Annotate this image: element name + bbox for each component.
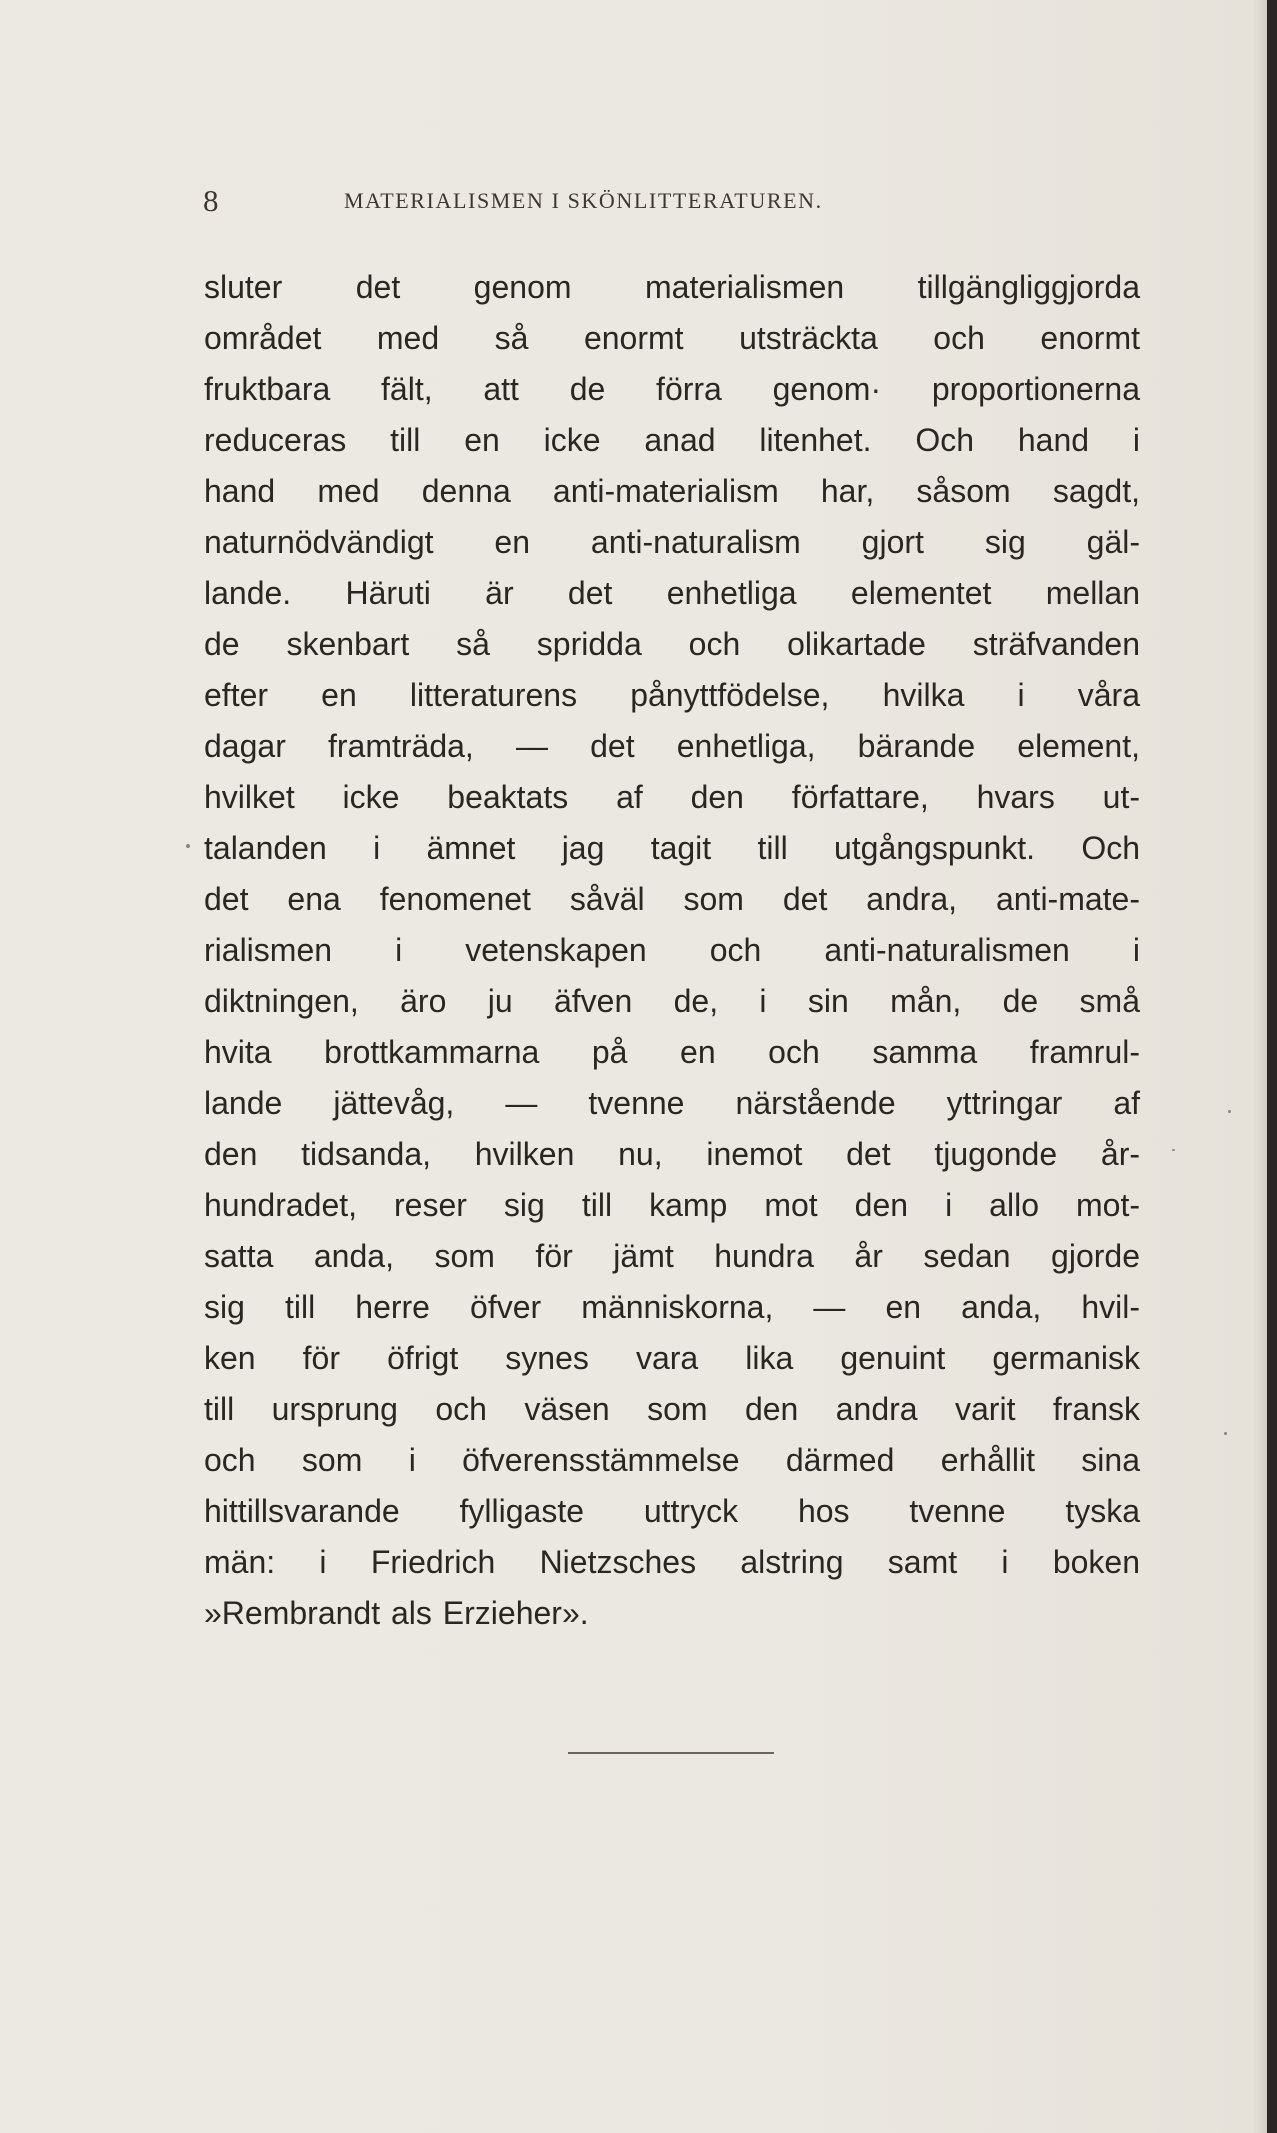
text-line: dagar framträda, — det enhetliga, bärande element, xyxy=(204,728,1140,764)
paper-speck xyxy=(1172,1149,1175,1151)
text-line: rialismen i vetenskapen och anti-naturalismen i xyxy=(204,932,1140,968)
page-header xyxy=(203,178,1023,224)
text-line: naturnödvändigt en anti-naturalism gjort sig gäl- xyxy=(204,524,1140,560)
page-edge-shadow xyxy=(1253,0,1267,2133)
body-text xyxy=(204,262,1140,1639)
text-line: hittillsvarande fylligaste uttryck hos tvenne tyska xyxy=(204,1493,1140,1529)
text-line: fruktbara fält, att de förra genom· proportionerna xyxy=(204,371,1140,407)
paper-speck xyxy=(1224,1432,1227,1435)
text-line: lande. Häruti är det enhetliga elementet mellan xyxy=(204,575,1140,611)
text-line: talanden i ämnet jag tagit till utgångspunkt. Och xyxy=(204,830,1140,866)
text-line: hand med denna anti-materialism har, såsom sagdt, xyxy=(204,473,1140,509)
text-line: män: i Friedrich Nietzsches alstring samt i boken xyxy=(204,1544,1140,1580)
page-edge-binding xyxy=(1267,0,1277,2133)
page-number: 8 xyxy=(203,183,219,218)
text-line: efter en litteraturens pånyttfödelse, hvilka i våra xyxy=(204,677,1140,713)
text-line-final: »Rembrandt als Erzieher». xyxy=(204,1595,589,1631)
end-of-section-rule xyxy=(568,1752,774,1754)
text-line: hvita brottkammarna på en och samma framrul- xyxy=(204,1034,1140,1070)
text-line: sluter det genom materialismen tillgängliggjorda xyxy=(204,269,1140,305)
text-line: området med så enormt utsträckta och enormt xyxy=(204,320,1140,356)
paper-speck xyxy=(186,844,190,848)
text-line: reduceras till en icke anad litenhet. Och hand i xyxy=(204,422,1140,458)
text-line: det ena fenomenet såväl som det andra, anti-mate- xyxy=(204,881,1140,917)
text-line: till ursprung och väsen som den andra varit fransk xyxy=(204,1391,1140,1427)
text-line: ken för öfrigt synes vara lika genuint germanisk xyxy=(204,1340,1140,1376)
text-line: sig till herre öfver människorna, — en anda, hvil- xyxy=(204,1289,1140,1325)
text-line: hundradet, reser sig till kamp mot den i allo mot- xyxy=(204,1187,1140,1223)
text-line: de skenbart så spridda och olikartade sträfvanden xyxy=(204,626,1140,662)
paper-speck xyxy=(1228,1110,1231,1113)
text-line: lande jättevåg, — tvenne närstående yttringar af xyxy=(204,1085,1140,1121)
text-line: och som i öfverensstämmelse därmed erhållit sina xyxy=(204,1442,1140,1478)
text-line: diktningen, äro ju äfven de, i sin mån, de små xyxy=(204,983,1140,1019)
text-line: den tidsanda, hvilken nu, inemot det tjugonde år- xyxy=(204,1136,1140,1172)
text-line: satta anda, som för jämt hundra år sedan gjorde xyxy=(204,1238,1140,1274)
text-line: hvilket icke beaktats af den författare, hvars ut- xyxy=(204,779,1140,815)
running-head: MATERIALISMEN I SKÖNLITTERATUREN. xyxy=(344,188,823,213)
